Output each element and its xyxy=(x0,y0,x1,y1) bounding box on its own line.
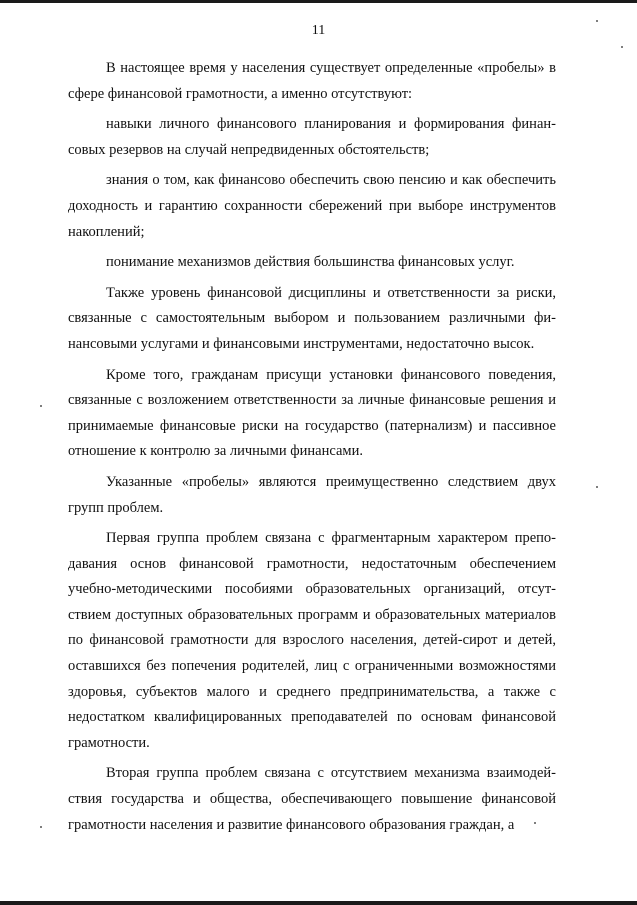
scan-top-edge xyxy=(0,0,637,3)
scan-speck xyxy=(534,822,536,824)
scan-speck xyxy=(596,486,598,488)
paragraph: Также уровень финансовой дисциплины и ответственности за риски, связанные с самостоятельным выбором и пользованием различными финансовыми услугами и финансовыми инструментами, недостаточно высок. xyxy=(68,284,556,352)
paragraph: понимание механизмов действия большинства финансовых услуг. xyxy=(106,254,515,271)
paragraph: навыки личного финансового планирования и формирования финансовых резервов на случай непредвиденных обстоятельств; xyxy=(68,116,556,158)
scan-speck xyxy=(40,405,42,407)
paragraph: знания о том, как финансово обеспечить свою пенсию и как обеспечить доходность и гарантию сохранности сбережений при выборе инструментов накоплений; xyxy=(68,172,556,240)
scan-speck xyxy=(596,20,598,22)
paragraph: Вторая группа проблем связана с отсутствием механизма взаимодействия государства и общества, обеспечивающего повышение финансовой грамотности населения и развитие финансового образования граждан, а xyxy=(68,765,556,833)
page-number: 11 xyxy=(311,23,326,38)
paragraph: Первая группа проблем связана с фрагментарным характером преподавания основ финансовой грамотности, недостаточным обеспечением учебно-методическими пособиями образовательных организаций, отсутствием доступных образовательных программ и образовательных материалов по финансовой грамотности для взрослого населения, детей-сирот и детей, оставшихся без попечения родителей, лиц с ограниченными возможностями здоровья, субъектов малого и среднего предпринимательства, а также с недостатком квалифицированных преподавателей по основам финансовой грамотности. xyxy=(68,530,556,751)
body-text xyxy=(68,56,556,843)
paragraph: Кроме того, гражданам присущи установки финансового поведения, связанные с возложением ответственности за личные финансовые решения и принимаемые финансовые риски на государство (патернализм) и пассивное отношение к контролю за личными финансами. xyxy=(68,366,556,460)
paragraph: Указанные «пробелы» являются преимущественно следствием двух групп проблем. xyxy=(68,473,556,516)
scan-bottom-edge xyxy=(0,901,637,905)
scan-speck xyxy=(40,826,42,828)
scan-speck xyxy=(621,46,623,48)
paragraph: В настоящее время у населения существует определенные «пробелы» в сфере финансовой грамотности, а именно отсутствуют: xyxy=(68,60,556,102)
